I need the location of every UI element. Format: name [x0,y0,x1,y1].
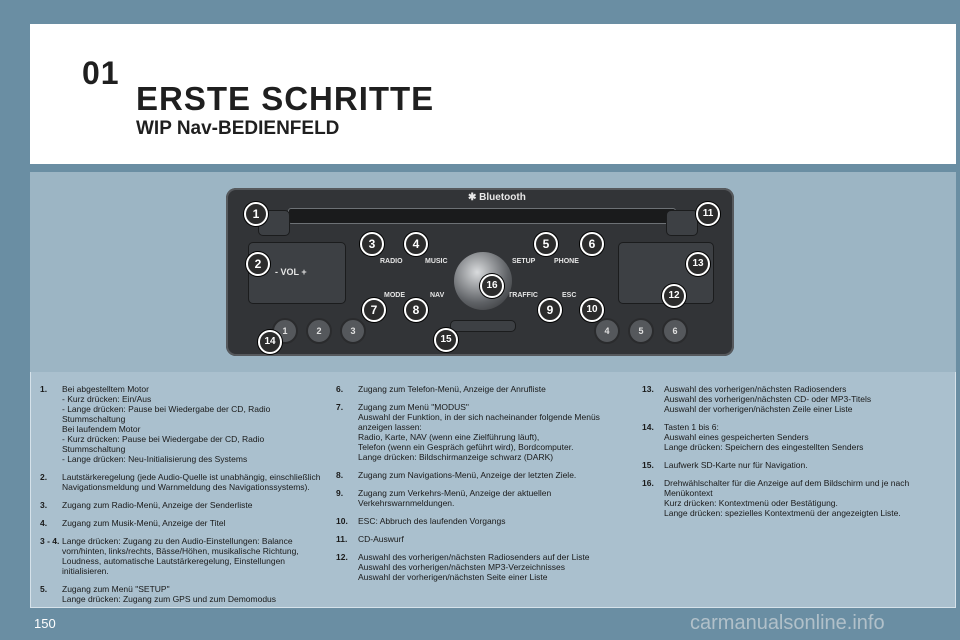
legend-column-3 [642,384,922,526]
preset-button-3[interactable]: 3 [340,318,366,344]
legend-item: 9. Zugang zum Verkehrs-Menü, Anzeige der aktuellen Verkehrswarnmeldungen. [336,488,552,508]
traffic-button[interactable]: TRAFFIC [508,292,538,299]
legend-item: 7. Zugang zum Menü "MODUS" Auswahl der Funktion, in der sich nacheinander folgende Menüs anzeigen lassen: Radio, Karte, NAV (wenn eine Zielführung läuft), Telefon (wenn ein Gespräch geführt wird), Bordcomputer. Lange drücken: Bildschirmanzeige schwarz (DARK) [336,402,600,462]
legend-item: 3 - 4. Lange drücken: Zugang zu den Audio-Einstellungen: Balance vorn/hinten, links/rechts, Bässe/Höhen, musikalische Richtung, Loudness, automatische Lautstärkeregelung, Einstellungen initialisieren. [40,536,299,576]
callout-6: 6 [580,232,604,256]
setup-button[interactable]: SETUP [512,258,536,265]
legend-item: 2. Lautstärkeregelung (jede Audio-Quelle ist unabhängig, einschließlich Navigationsmeldung und Warnmeldung des Navigationssystems). [40,472,321,492]
vol-label: - VOL + [275,267,307,277]
mode-button[interactable]: MODE [384,292,405,299]
legend-item: 10. ESC: Abbruch des laufenden Vorgangs [336,516,506,526]
callout-16: 16 [480,274,504,298]
legend-column-1 [40,384,322,612]
chapter-number: 01 [82,55,120,91]
legend-item: 8. Zugang zum Navigations-Menü, Anzeige der letzten Ziele. [336,470,577,480]
legend-item: 4. Zugang zum Musik-Menü, Anzeige der Titel [40,518,226,528]
preset-button-1[interactable]: 1 [272,318,298,344]
callout-10: 10 [580,298,604,322]
callout-9: 9 [538,298,562,322]
page-number: 150 [34,616,56,631]
callout-3: 3 [360,232,384,256]
radio-button[interactable]: RADIO [380,258,403,265]
sd-card-slot [450,320,516,332]
callout-7: 7 [362,298,386,322]
legend-item: 13. Auswahl des vorherigen/nächsten Radiosenders Auswahl des vorherigen/nächsten CD- oder MP3-Titels Auswahl der vorherigen/nächsten Zeile einer Liste [642,384,872,414]
callout-11: 11 [696,202,720,226]
bluetooth-label: ✱ Bluetooth [468,192,526,203]
preset-button-2[interactable]: 2 [306,318,332,344]
legend-item: 1. Bei abgestelltem Motor - Kurz drücken: Ein/Aus - Lange drücken: Pause bei Wiedergabe der CD, Radio Stummschaltung Bei laufendem Motor - Kurz drücken: Pause bei Wiedergabe der CD, Radio Stummschaltung - Lange drücken: Neu-Initialisierung des Systems [40,384,271,464]
callout-13: 13 [686,252,710,276]
callout-8: 8 [404,298,428,322]
callout-15: 15 [434,328,458,352]
watermark: carmanualsonline.info [690,612,885,634]
legend-item: 12. Auswahl des vorherigen/nächsten Radiosenders auf der Liste Auswahl des vorherigen/nächsten MP3-Verzeichnisses Auswahl der vorherigen/nächsten Seite einer Liste [336,552,590,582]
preset-button-5[interactable]: 5 [628,318,654,344]
legend-item: 14. Tasten 1 bis 6: Auswahl eines gespeicherten Senders Lange drücken: Speichern des eingestellten Senders [642,422,864,452]
preset-button-4[interactable]: 4 [594,318,620,344]
legend-item: 5. Zugang zum Menü "SETUP" Lange drücken: Zugang zum GPS und zum Demomodus [40,584,277,604]
page-subtitle: WIP Nav-BEDIENFELD [136,118,340,139]
page-title: ERSTE SCHRITTE [136,80,435,117]
callout-1: 1 [244,202,268,226]
preset-button-6[interactable]: 6 [662,318,688,344]
phone-button[interactable]: PHONE [554,258,579,265]
legend-column-2 [336,384,622,590]
eject-button[interactable] [666,210,698,236]
callout-14: 14 [258,330,282,354]
legend-item: 3. Zugang zum Radio-Menü, Anzeige der Senderliste [40,500,253,510]
callout-2: 2 [246,252,270,276]
callout-5: 5 [534,232,558,256]
esc-button[interactable]: ESC [562,292,577,299]
legend-item: 16. Drehwählschalter für die Anzeige auf dem Bildschirm und je nach Menükontext Kurz drücken: Kontextmenü oder Bestätigung. Lange drücken: spezielles Kontextmenü der angezeigten Liste. [642,478,910,518]
legend-item: 6. Zugang zum Telefon-Menü, Anzeige der Anrufliste [336,384,546,394]
legend-item: 15. Laufwerk SD-Karte nur für Navigation. [642,460,808,470]
nav-button[interactable]: NAV [430,292,445,299]
cd-slot [288,208,676,224]
callout-12: 12 [662,284,686,308]
legend-item: 11. CD-Auswurf [336,534,404,544]
callout-4: 4 [404,232,428,256]
music-button[interactable]: MUSIC [425,258,448,265]
